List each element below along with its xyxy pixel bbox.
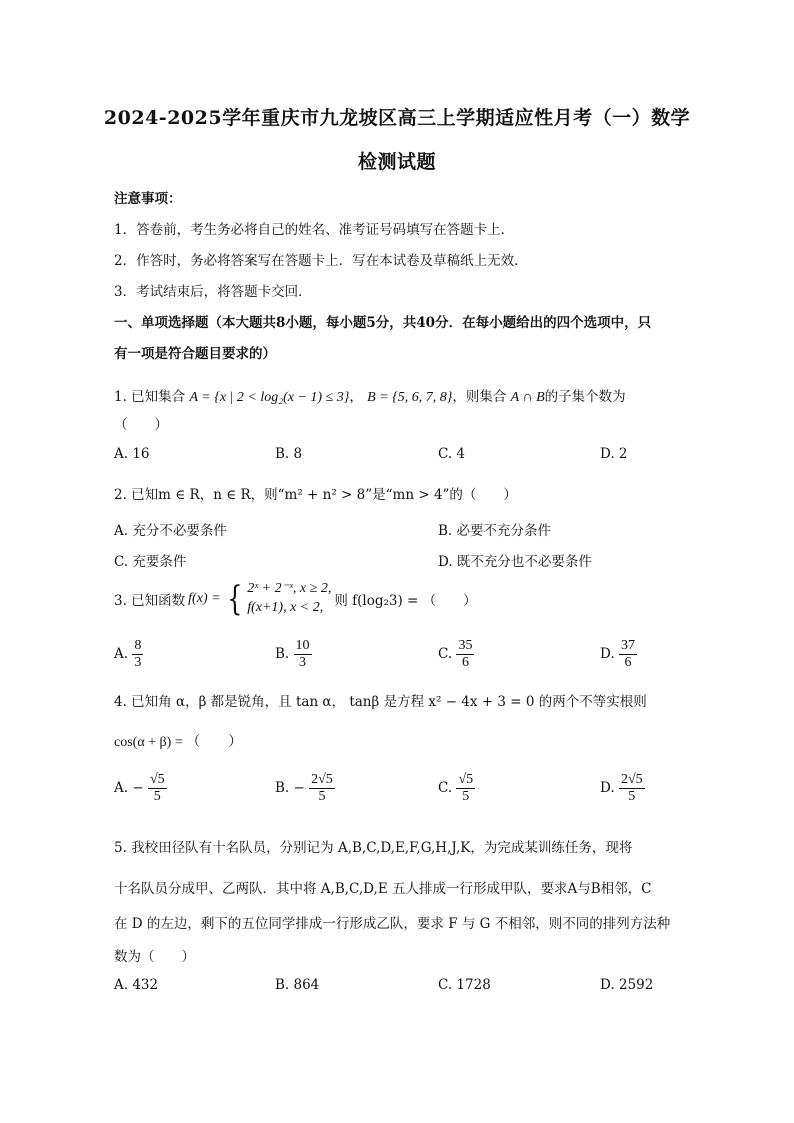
notice-item-2: 2．作答时，务必将答案写在答题卡上．写在本试卷及草稿纸上无效． xyxy=(114,253,528,269)
q5-option-b: B. 864 xyxy=(275,977,320,993)
q1-sep: ， xyxy=(349,389,363,405)
q4-option-c: C. $\frac{√5}{5}$ xyxy=(438,772,474,805)
q1-set-a: A = {x | 2 < log₂(x − 1) ≤ 3} xyxy=(189,390,350,405)
q5-option-a: A. 432 xyxy=(114,977,159,993)
q3-fx: f(x) = xyxy=(188,590,221,606)
q3-option-a-fraction: $\frac{8}{3}$ xyxy=(134,638,142,671)
q3-prefix: 3. 已知函数 xyxy=(114,592,186,609)
q3-option-c: C. $\frac{35}{6}$ xyxy=(438,638,473,671)
question-5-stem-line3: 在 D 的左边，剩下的五位同学排成一行形成乙队，要求 F 与 G 不相邻，则不同的排列方法种 xyxy=(114,916,671,932)
q3-piecewise xyxy=(224,580,332,618)
q1-middle: ，则集合 xyxy=(452,389,507,405)
exam-title-line2: 检测试题 xyxy=(357,151,436,173)
question-2-stem: 2. 已知m ∈ R，n ∈ R，则“m² + n² > 8”是“mn > 4”的（ ） xyxy=(114,487,517,503)
question-4-stem-line1: 4. 已知角 α，β 都是锐角，且 tan α， tanβ 是方程 x² − 4x + 3 = 0 的两个不等实根则 xyxy=(114,694,647,710)
q3-option-c-fraction: $\frac{35}{6}$ xyxy=(458,638,473,671)
q3-suffix: 则 f(log₂3) = （ ） xyxy=(334,592,477,609)
q1-prefix: 1. 已知集合 xyxy=(114,389,186,405)
notice-item-1: 1．答卷前，考生务必将自己的姓名、准考证号码填写在答题卡上． xyxy=(114,222,515,238)
notice-heading: 注意事项： xyxy=(114,191,182,207)
q5-option-c: C. 1728 xyxy=(438,977,491,993)
q2-option-b: B. 必要不充分条件 xyxy=(438,523,552,539)
exam-title-line1: 2024-2025学年重庆市九龙坡区高三上学期适应性月考（一）数学 xyxy=(103,107,691,129)
q3-option-d-fraction: $\frac{37}{6}$ xyxy=(620,638,635,671)
question-3-stem xyxy=(114,580,477,618)
q4-option-b-fraction: $\frac{2√5}{5}$ xyxy=(311,772,333,805)
q1-option-d: D. 2 xyxy=(600,446,628,462)
question-5-stem-line4: 数为（ ） xyxy=(114,949,195,965)
q1-answer-paren: （ ） xyxy=(114,417,168,433)
q1-option-b: B. 8 xyxy=(275,446,303,462)
q2-option-c: C. 充要条件 xyxy=(114,554,187,570)
q3-option-b-fraction: $\frac{10}{3}$ xyxy=(295,638,310,671)
q1-set-b: B = {5, 6, 7, 8} xyxy=(367,390,453,405)
question-5-stem-line1: 5. 我校田径队有十名队员，分别记为 A,B,C,D,E,F,G,H,J,K，为完成某训练任务，现将 xyxy=(114,840,633,856)
q3-option-b: B. $\frac{10}{3}$ xyxy=(275,638,310,671)
question-1-stem xyxy=(114,385,626,406)
q4-option-a-fraction: $\frac{√5}{5}$ xyxy=(149,772,165,805)
q4-option-c-fraction: $\frac{√5}{5}$ xyxy=(458,772,474,805)
q4-option-d-fraction: $\frac{2√5}{5}$ xyxy=(620,772,643,805)
q5-option-d: D. 2592 xyxy=(600,977,654,993)
q3-case-2: f(x+1), x < 2, xyxy=(247,599,324,615)
q3-case-1: 2ˣ + 2⁻ˣ, x ≥ 2, xyxy=(247,581,332,596)
q1-option-a: A. 16 xyxy=(114,446,150,462)
q4-option-b: B. − $\frac{2√5}{5}$ xyxy=(275,772,333,805)
notice-item-3: 3．考试结束后，将答题卡交回． xyxy=(114,284,312,300)
q4-option-d: D. $\frac{2√5}{5}$ xyxy=(600,772,643,805)
q3-option-a: A. $\frac{8}{3}$ xyxy=(114,638,142,671)
q1-intersection: A ∩ B xyxy=(510,390,545,405)
question-4-stem-line2: cos(α + β) = （ ） xyxy=(114,735,243,750)
q2-option-a: A. 充分不必要条件 xyxy=(114,523,227,539)
q1-option-c: C. 4 xyxy=(438,446,466,462)
question-5-stem-line2: 十名队员分成甲、乙两队．其中将 A,B,C,D,E 五人排成一行形成甲队，要求A与B相邻，C xyxy=(114,881,652,897)
section1-heading-line2: 有一项是符合题目要求的） xyxy=(114,346,276,362)
q4-option-a: A. − $\frac{√5}{5}$ xyxy=(114,772,165,805)
left-brace-icon: { xyxy=(226,578,242,619)
q1-suffix: 的子集个数为 xyxy=(544,389,626,405)
section1-heading-line1: 一、单项选择题（本大题共8小题，每小题5分，共40分．在每小题给出的四个选项中，只 xyxy=(114,315,652,331)
q3-option-d: D. $\frac{37}{6}$ xyxy=(600,638,635,671)
q2-option-d: D. 既不充分也不必要条件 xyxy=(438,554,592,570)
